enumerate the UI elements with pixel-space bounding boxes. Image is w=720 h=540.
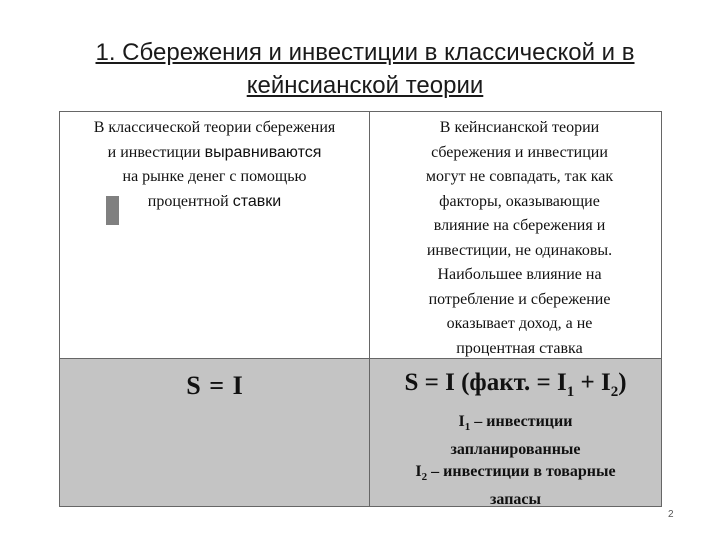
comparison-table [59,111,662,507]
investment-notes: $I_1$ – инвестиции запланированные $I_2$ – инвестиции в товарные запасы [415,413,616,508]
classic-theory-cell [60,112,370,359]
keynes-formula: S = I (факт. = $I_1 + I_2$) [404,369,627,400]
keynes-formula-cell [370,359,661,506]
slide-title: 1. Сбережения и инвестиции в классической и в кейнсианской теории [95,39,635,99]
page-number: 2 [668,509,674,520]
keynes-theory-cell [370,112,661,359]
classic-formula-cell [60,359,370,506]
classic-formula: S = I [186,371,244,400]
classic-theory-text: В классической теории сбережения и инвестиции выравниваются на рынке денег с помощью процентной ставки [93,119,336,210]
text-cursor-marker [106,196,119,225]
keynes-theory-text: В кейнсианской теории сбережения и инвестиции могут не совпадать, так как факторы, оказывающие влияние на сбережения и инвестиции, не одинаковы. Наибольшее влияние на потребление и сбережение оказывает доход, а не процентная ставка [425,119,614,357]
